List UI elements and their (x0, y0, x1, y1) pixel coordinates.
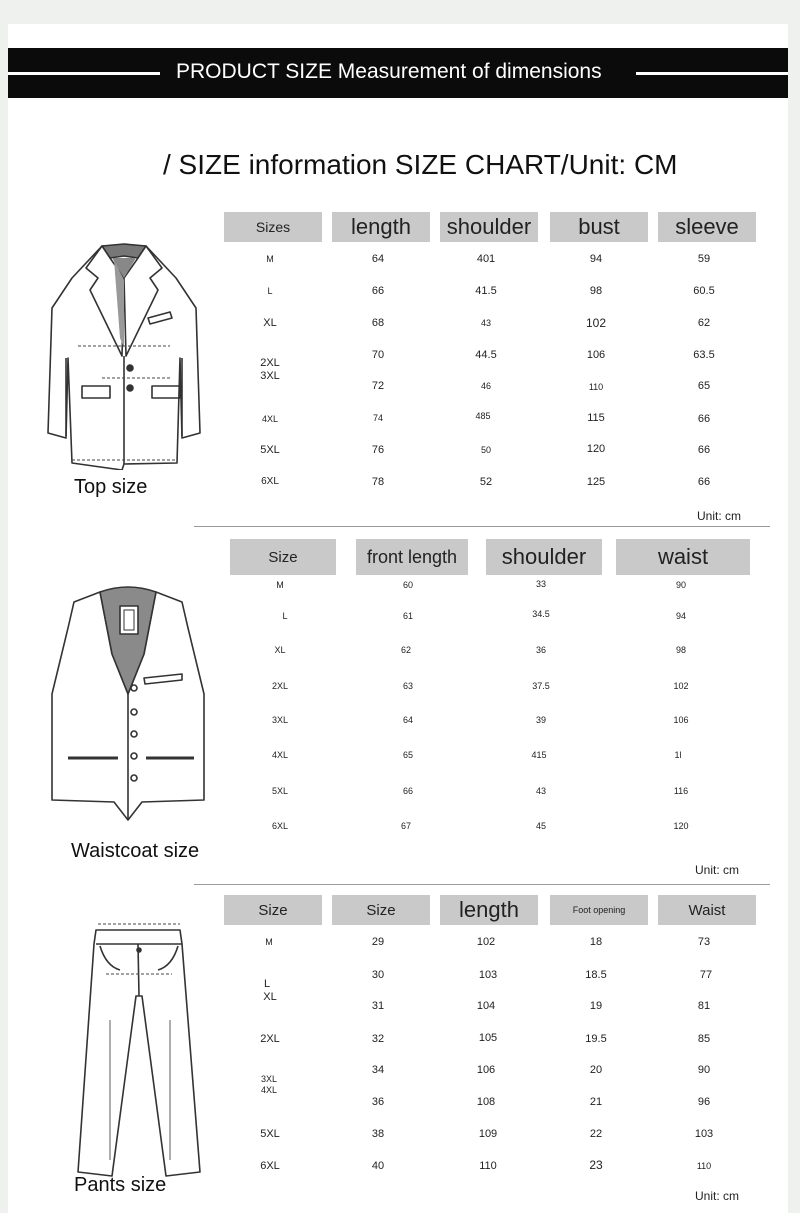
top-cell: 64 (371, 253, 385, 265)
pants-cell: 81 (697, 1000, 711, 1012)
waistcoat-cell: 3XL (271, 715, 289, 725)
top-cell: 66 (697, 413, 711, 425)
banner-rule-right (636, 72, 788, 75)
pants-cell: 106 (476, 1064, 496, 1076)
pants-cell: 105 (478, 1032, 498, 1044)
top-cell: 120 (586, 443, 606, 455)
top-header-shoulder: shoulder (440, 212, 538, 242)
pants-cell: 73 (697, 936, 711, 948)
top-cell: 102 (585, 316, 607, 330)
waistcoat-cell: 106 (673, 715, 689, 725)
pants-cell: 103 (694, 1128, 714, 1140)
pants-size-caption: Pants size (74, 1174, 167, 1196)
waistcoat-cell: 63 (402, 681, 414, 691)
waistcoat-cell: 120 (673, 821, 689, 831)
waistcoat-cell: 36 (535, 645, 547, 655)
pants-cell: 18.5 (585, 969, 607, 981)
waistcoat-cell: XL (274, 645, 286, 655)
waistcoat-cell: 45 (535, 821, 547, 831)
pants-cell: 2XL (260, 1033, 280, 1045)
pants-header-waist: Waist (658, 895, 756, 925)
waistcoat-cell: 67 (400, 821, 412, 831)
top-cell: 78 (371, 476, 385, 488)
pants-cell: 21 (589, 1096, 603, 1108)
waistcoat-cell: L (282, 611, 288, 621)
pants-cell: 103 (478, 969, 498, 981)
pants-header-size: Size (224, 895, 322, 925)
top-cell: 70 (371, 349, 385, 361)
top-cell: 98 (589, 285, 603, 297)
top-cell: M (266, 254, 274, 264)
pants-cell: 29 (371, 936, 385, 948)
top-cell: 50 (480, 445, 492, 455)
pants-cell: 110 (696, 1161, 712, 1171)
waistcoat-cell: 43 (535, 786, 547, 796)
top-cell: 44.5 (475, 349, 497, 361)
waistcoat-cell: 98 (675, 645, 687, 655)
pants-cell: 31 (371, 1000, 385, 1012)
pants-cell: 90 (697, 1064, 711, 1076)
suit-jacket-icon (42, 238, 207, 470)
banner-rule-left (8, 72, 160, 75)
pants-cell: 36 (371, 1096, 385, 1108)
waistcoat-cell: 102 (673, 681, 689, 691)
top-cell: 72 (371, 380, 385, 392)
banner-title: PRODUCT SIZE Measurement of dimensions (176, 60, 602, 83)
top-cell: 66 (371, 285, 385, 297)
pants-cell: 85 (697, 1033, 711, 1045)
waistcoat-unit-label: Unit: cm (695, 863, 740, 877)
pants-cell: 32 (371, 1033, 385, 1045)
waistcoat-header-shoulder: shoulder (486, 539, 602, 575)
pants-cell: 22 (589, 1128, 603, 1140)
pants-cell: 109 (478, 1128, 498, 1140)
waistcoat-cell: 34.5 (532, 609, 550, 619)
waistcoat-cell: 62 (400, 645, 412, 655)
pants-header-foot-opening: Foot opening (550, 895, 648, 925)
pants-cell: 23 (589, 1158, 603, 1172)
waistcoat-cell: 60 (402, 580, 414, 590)
top-cell: 94 (589, 253, 603, 265)
top-header-bust: bust (550, 212, 648, 242)
pants-unit-label: Unit: cm (695, 1189, 740, 1203)
top-cell: 66 (697, 444, 711, 456)
waistcoat-size-caption: Waistcoat size (71, 840, 200, 862)
pants-cell: M (265, 937, 273, 947)
waistcoat-cell: 415 (531, 750, 547, 760)
top-cell: 62 (697, 317, 711, 329)
top-cell: 5XL (260, 444, 280, 456)
top-cell: 41.5 (475, 285, 497, 297)
top-cell: 43 (480, 318, 492, 328)
pants-cell: 19.5 (585, 1033, 607, 1045)
top-cell: 110 (588, 382, 604, 392)
waistcoat-cell: 66 (402, 786, 414, 796)
top-header-length: length (332, 212, 430, 242)
top-cell: 65 (697, 380, 711, 392)
waistcoat-cell: 90 (675, 580, 687, 590)
waistcoat-cell: 5XL (271, 786, 289, 796)
pants-header-size-2: Size (332, 895, 430, 925)
waistcoat-cell: 1l (674, 750, 682, 760)
top-cell: 52 (479, 476, 493, 488)
top-size-caption: Top size (74, 476, 148, 498)
top-cell: 46 (480, 381, 492, 391)
top-cell: 74 (372, 413, 384, 423)
waistcoat-cell: 94 (675, 611, 687, 621)
pants-cell: 5XL (260, 1128, 280, 1140)
waistcoat-cell: 6XL (271, 821, 289, 831)
waistcoat-cell: 2XL (271, 681, 289, 691)
section-divider (194, 884, 770, 885)
pants-header-length: length (440, 895, 538, 925)
pants-cell: 30 (371, 969, 385, 981)
waistcoat-icon (48, 584, 208, 824)
waistcoat-cell: 39 (535, 715, 547, 725)
waistcoat-cell: 33 (535, 579, 547, 589)
waistcoat-header-size: Size (230, 539, 336, 575)
pants-cell: 96 (697, 1096, 711, 1108)
title-banner (8, 48, 788, 98)
waistcoat-header-waist: waist (616, 539, 750, 575)
pants-cell: 6XL (260, 1160, 280, 1172)
top-cell: 106 (586, 349, 606, 361)
top-header-sizes: Sizes (224, 212, 322, 242)
top-unit-label: Unit: cm (697, 509, 742, 523)
top-header-sleeve: sleeve (658, 212, 756, 242)
pants-cell: 38 (371, 1128, 385, 1140)
waistcoat-cell: 4XL (271, 750, 289, 760)
pants-cell: 4XL (260, 1085, 278, 1095)
top-cell: 2XL (260, 357, 280, 369)
top-cell: 59 (697, 253, 711, 265)
top-cell: 60.5 (693, 285, 715, 297)
pants-cell: 104 (476, 1000, 496, 1012)
top-cell: 3XL (260, 370, 280, 382)
pants-cell: 110 (479, 1160, 497, 1172)
top-cell: 115 (587, 412, 605, 424)
waistcoat-cell: 116 (673, 786, 689, 796)
top-cell: 401 (476, 253, 496, 265)
waistcoat-cell: 64 (402, 715, 414, 725)
top-cell: 485 (475, 411, 491, 421)
size-chart-page (8, 24, 788, 1213)
trousers-icon (70, 910, 210, 1182)
waistcoat-cell: 65 (402, 750, 414, 760)
pants-cell: 102 (476, 936, 496, 948)
section-divider (194, 526, 770, 527)
top-cell: 4XL (261, 414, 279, 424)
top-cell: 68 (371, 317, 385, 329)
pants-cell: 19 (589, 1000, 603, 1012)
top-cell: 125 (586, 476, 606, 488)
waistcoat-cell: M (276, 580, 284, 590)
pants-cell: 20 (589, 1064, 603, 1076)
pants-cell: 77 (699, 969, 713, 981)
top-cell: XL (263, 317, 277, 329)
pants-cell: 34 (371, 1064, 385, 1076)
chart-subtitle: / SIZE information SIZE CHART/Unit: CM (163, 149, 678, 180)
waistcoat-cell: 37.5 (532, 681, 550, 691)
pants-cell: L (263, 978, 271, 990)
top-cell: 66 (697, 476, 711, 488)
waistcoat-header-front-length: front length (356, 539, 468, 575)
top-cell: 63.5 (693, 349, 715, 361)
top-cell: 6XL (261, 476, 279, 487)
waistcoat-cell: 61 (402, 611, 414, 621)
pants-cell: 18 (589, 936, 603, 948)
pants-cell: 40 (371, 1160, 385, 1172)
pants-cell: XL (263, 991, 277, 1003)
pants-cell: 3XL (260, 1074, 278, 1084)
top-cell: 76 (371, 444, 385, 456)
top-cell: L (267, 286, 273, 296)
pants-cell: 108 (476, 1096, 496, 1108)
